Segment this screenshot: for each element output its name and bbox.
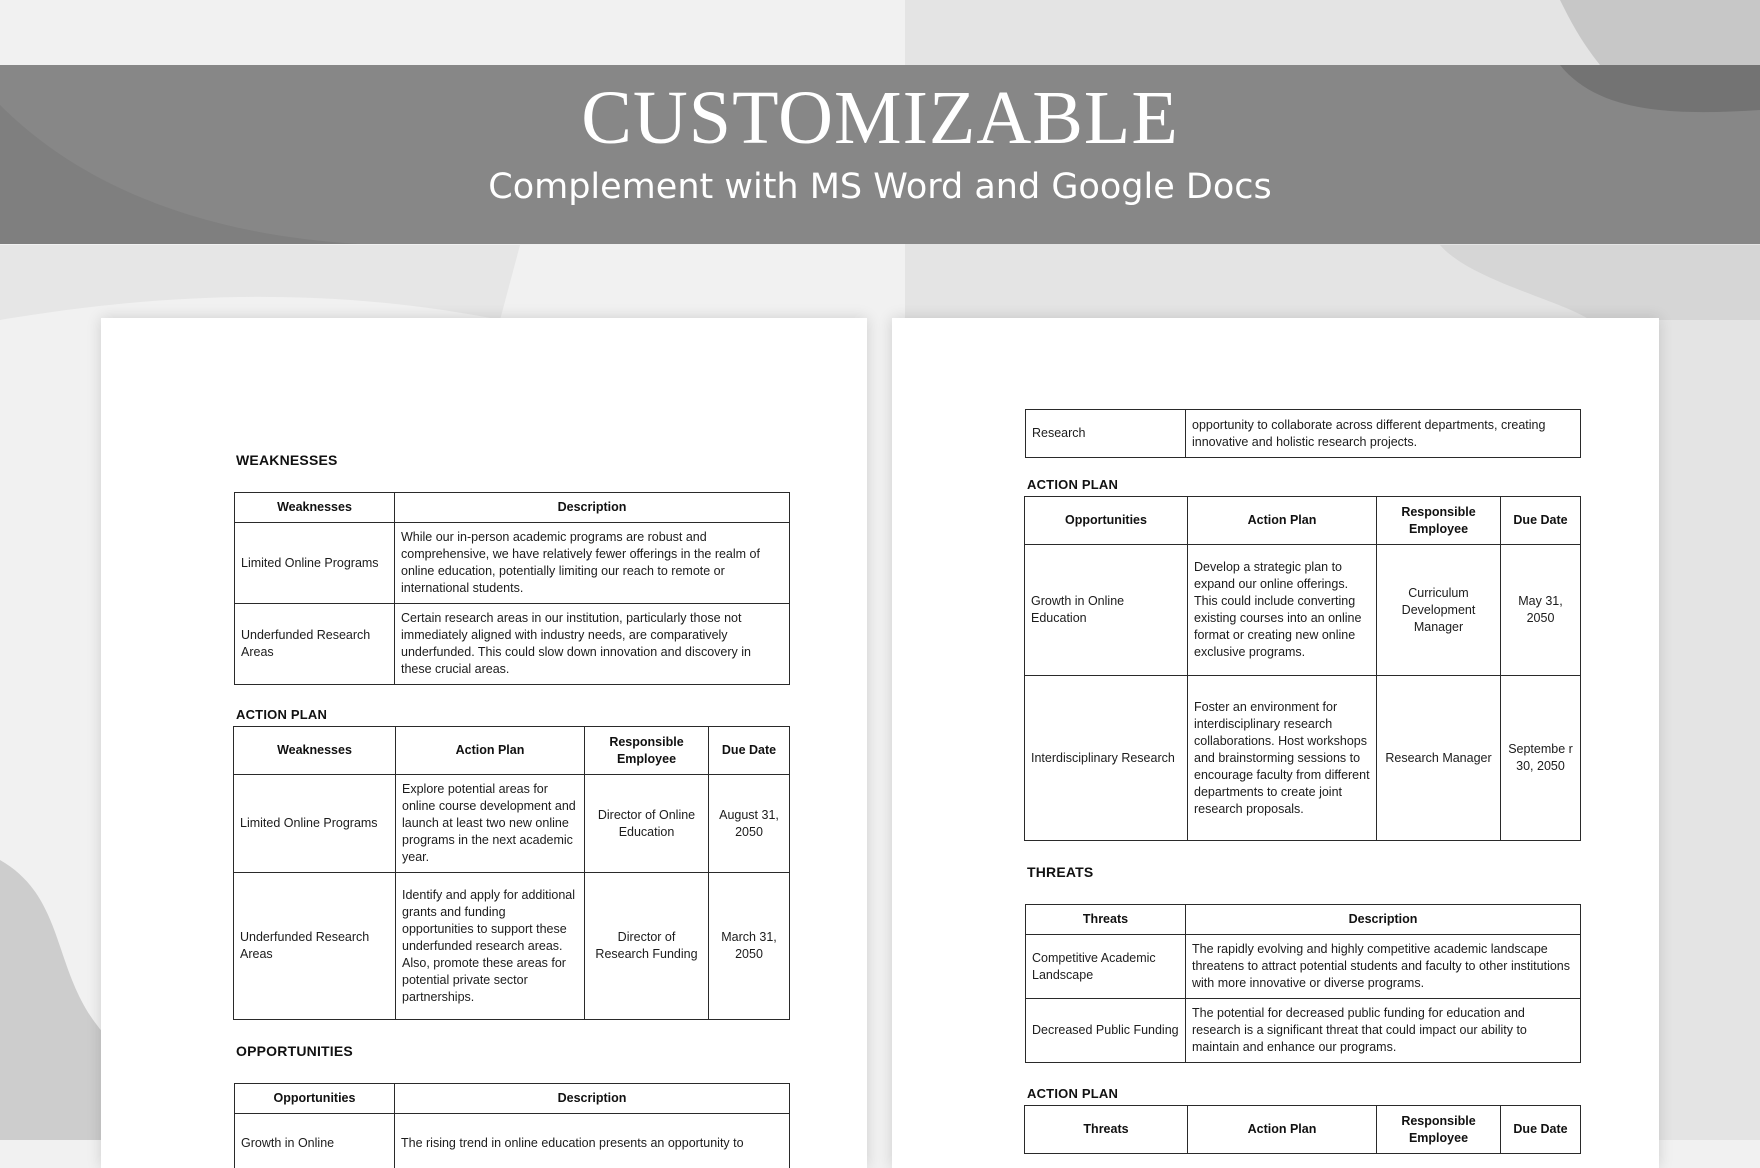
column-header: Due Date (1501, 497, 1581, 545)
weakness-name: Underfunded Research Areas (235, 604, 395, 685)
column-header: Due Date (709, 727, 790, 775)
opportunities-table (234, 1083, 790, 1168)
responsible-employee: Curriculum Development Manager (1377, 545, 1501, 676)
column-header: Action Plan (1188, 1106, 1377, 1154)
section-title-action-plan: ACTION PLAN (1027, 1087, 1118, 1100)
table-row (235, 604, 790, 685)
column-header: Weaknesses (235, 493, 395, 523)
responsible-employee: Director of Research Funding (585, 873, 709, 1020)
column-header: Description (395, 493, 790, 523)
weaknesses-table (234, 492, 790, 685)
section-title-action-plan: ACTION PLAN (1027, 478, 1118, 491)
column-header: Action Plan (1188, 497, 1377, 545)
table-header-row (1026, 905, 1581, 935)
column-header: Opportunities (235, 1084, 395, 1114)
due-date: Septembe r 30, 2050 (1501, 676, 1581, 841)
column-header: Responsible Employee (1377, 1106, 1501, 1154)
threats-table (1025, 904, 1581, 1063)
opportunity-name: Growth in Online (235, 1114, 395, 1168)
opportunity-name: Research (1026, 410, 1186, 458)
column-header: Description (395, 1084, 790, 1114)
column-header: Responsible Employee (585, 727, 709, 775)
table-header-row (234, 727, 790, 775)
column-header: Opportunities (1025, 497, 1188, 545)
action-plan-text: Develop a strategic plan to expand our online offerings. This could include converting existing courses into an online format or creating new online exclusive programs. (1188, 545, 1377, 676)
banner-title: CUSTOMIZABLE (0, 80, 1760, 156)
opportunity-name: Interdisciplinary Research (1025, 676, 1188, 841)
table-header-row (235, 1084, 790, 1114)
responsible-employee: Research Manager (1377, 676, 1501, 841)
table-row (1025, 545, 1581, 676)
table-row (235, 523, 790, 604)
column-header: Threats (1025, 1106, 1188, 1154)
table-header-row (1025, 1106, 1581, 1154)
opportunities-table-continued (1025, 409, 1581, 458)
table-header-row (235, 493, 790, 523)
weakness-name: Limited Online Programs (235, 523, 395, 604)
due-date: May 31, 2050 (1501, 545, 1581, 676)
weakness-name: Limited Online Programs (234, 775, 396, 873)
due-date: March 31, 2050 (709, 873, 790, 1020)
column-header: Weaknesses (234, 727, 396, 775)
table-row (1026, 999, 1581, 1063)
column-header: Responsible Employee (1377, 497, 1501, 545)
threats-action-plan-table (1024, 1105, 1581, 1154)
action-plan-text: Explore potential areas for online course development and launch at least two new online programs in the next academic year. (396, 775, 585, 873)
table-row (234, 775, 790, 873)
weakness-description: While our in-person academic programs are robust and comprehensive, we have relatively fewer offerings in the realm of online education, potentially limiting our reach to remote or international students. (395, 523, 790, 604)
opportunity-description: opportunity to collaborate across different departments, creating innovative and holistic research projects. (1186, 410, 1581, 458)
column-header: Threats (1026, 905, 1186, 935)
table-row (234, 873, 790, 1020)
column-header: Action Plan (396, 727, 585, 775)
action-plan-text: Identify and apply for additional grants and funding opportunities to support these underfunded research areas. Also, promote these areas for potential private sector partnerships. (396, 873, 585, 1020)
document-page-right (892, 318, 1659, 1168)
section-title-action-plan: ACTION PLAN (236, 708, 327, 721)
opportunities-action-plan-table (1024, 496, 1581, 841)
table-row (1026, 410, 1581, 458)
responsible-employee: Director of Online Education (585, 775, 709, 873)
table-row (1026, 935, 1581, 999)
document-page-left (101, 318, 867, 1168)
due-date: August 31, 2050 (709, 775, 790, 873)
column-header: Description (1186, 905, 1581, 935)
threat-description: The potential for decreased public funding for education and research is a significant threat that could impact our ability to maintain and enhance our programs. (1186, 999, 1581, 1063)
column-header: Due Date (1501, 1106, 1581, 1154)
section-title-threats: THREATS (1027, 865, 1093, 879)
banner-subtitle: Complement with MS Word and Google Docs (0, 170, 1760, 205)
action-plan-text: Foster an environment for interdisciplinary research collaborations. Host workshops and brainstorming sessions to encourage faculty from different departments to create joint research proposals. (1188, 676, 1377, 841)
threat-name: Decreased Public Funding (1026, 999, 1186, 1063)
opportunity-description: The rising trend in online education presents an opportunity to (395, 1114, 790, 1168)
threat-description: The rapidly evolving and highly competitive academic landscape threatens to attract potential students and faculty to other institutions with more innovative or diverse programs. (1186, 935, 1581, 999)
weakness-description: Certain research areas in our institution, particularly those not immediately aligned with industry needs, are comparatively underfunded. This could slow down innovation and discovery in these crucial areas. (395, 604, 790, 685)
table-row (1025, 676, 1581, 841)
table-header-row (1025, 497, 1581, 545)
section-title-opportunities: OPPORTUNITIES (236, 1044, 353, 1058)
threat-name: Competitive Academic Landscape (1026, 935, 1186, 999)
opportunity-name: Growth in Online Education (1025, 545, 1188, 676)
section-title-weaknesses: WEAKNESSES (236, 453, 338, 467)
weakness-name: Underfunded Research Areas (234, 873, 396, 1020)
table-row (235, 1114, 790, 1168)
weaknesses-action-plan-table (233, 726, 790, 1020)
